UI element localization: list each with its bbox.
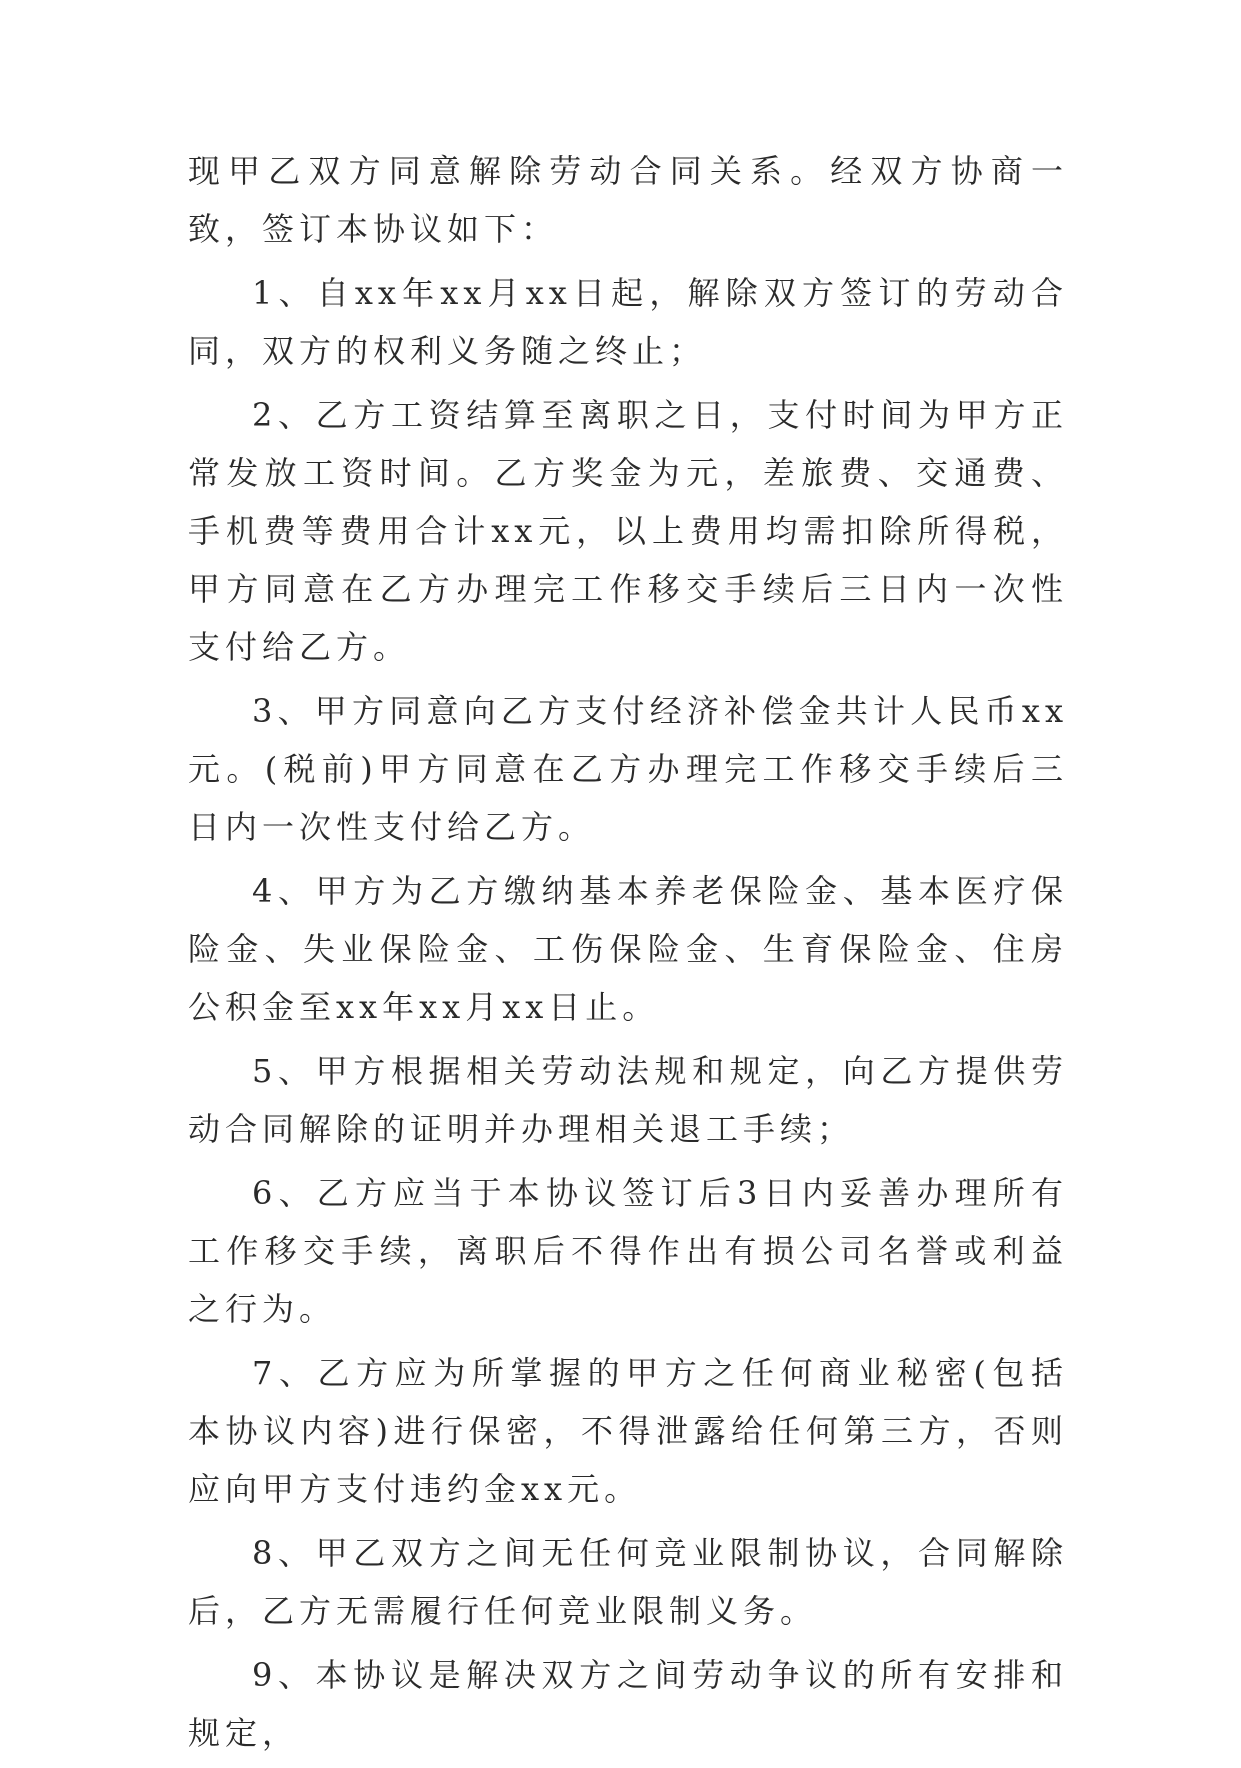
clause-3: 3、甲方同意向乙方支付经济补偿金共计人民币xx元。(税前)甲方同意在乙方办理完工作移交手续后三日内一次性支付给乙方。 — [188, 692, 1068, 846]
clause-5: 5、甲方根据相关劳动法规和规定，向乙方提供劳动合同解除的证明并办理相关退工手续； — [188, 1052, 1068, 1148]
clause-1: 1、自xx年xx月xx日起，解除双方签订的劳动合同，双方的权利义务随之终止； — [188, 274, 1068, 370]
paragraph-intro: 现甲乙双方同意解除劳动合同关系。经双方协商一致，签订本协议如下： — [188, 152, 1068, 248]
document-body — [188, 142, 1068, 1768]
clause-4: 4、甲方为乙方缴纳基本养老保险金、基本医疗保险金、失业保险金、工伤保险金、生育保险金、住房公积金至xx年xx月xx日止。 — [188, 872, 1068, 1026]
clause-2: 2、乙方工资结算至离职之日，支付时间为甲方正常发放工资时间。乙方奖金为元，差旅费、交通费、手机费等费用合计xx元，以上费用均需扣除所得税，甲方同意在乙方办理完工作移交手续后三日内一次性支付给乙方。 — [188, 396, 1068, 666]
clause-8: 8、甲乙双方之间无任何竞业限制协议，合同解除后，乙方无需履行任何竞业限制义务。 — [188, 1534, 1068, 1630]
clause-7: 7、乙方应为所掌握的甲方之任何商业秘密(包括本协议内容)进行保密，不得泄露给任何第三方，否则应向甲方支付违约金xx元。 — [188, 1354, 1068, 1508]
clause-6: 6、乙方应当于本协议签订后3日内妥善办理所有工作移交手续，离职后不得作出有损公司名誉或利益之行为。 — [188, 1174, 1068, 1328]
clause-9: 9、本协议是解决双方之间劳动争议的所有安排和规定， — [188, 1656, 1068, 1752]
